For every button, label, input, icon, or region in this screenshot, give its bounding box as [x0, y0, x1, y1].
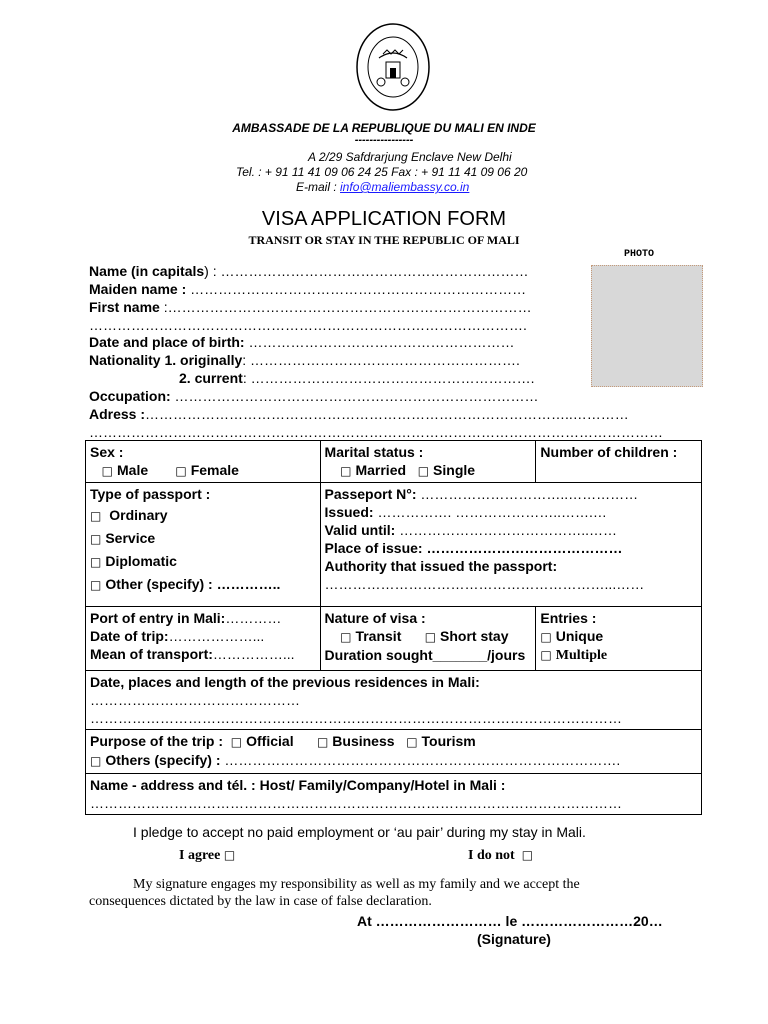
adress-dots: ………………………………………………………………………………..………… — [145, 406, 629, 422]
entry-cell — [86, 607, 321, 671]
place-of-issue-field[interactable]: Place of issue: …………………………………… — [324, 540, 623, 556]
maiden-label: Maiden name : — [89, 281, 187, 297]
official-checkbox[interactable]: □ — [230, 735, 243, 749]
diplomatic-checkbox[interactable]: □ — [90, 555, 102, 569]
married-label: Married — [355, 462, 407, 478]
host-label: Name - address and tél. : Host/ Family/Company/Hotel in Mali : — [90, 777, 506, 793]
adress-field[interactable] — [89, 406, 629, 422]
form-title: VISA APPLICATION FORM — [261, 208, 507, 230]
children-cell[interactable] — [536, 441, 702, 483]
pledge-statement: I pledge to accept no paid employment or ‘au pair’ during my stay in Mali. — [133, 824, 586, 840]
authority-dots[interactable]: ……………………………………………………...…… — [324, 576, 645, 592]
do-not-label: I do not — [468, 848, 515, 863]
signature-label: (Signature) — [477, 931, 551, 947]
table-row — [86, 774, 702, 815]
male-label: Male — [117, 462, 149, 478]
current-label: 2. current — [179, 370, 243, 386]
diplomatic-option — [90, 552, 316, 571]
short-stay-label: Short stay — [440, 628, 509, 644]
valid-until-dots: …………………………………..…… — [395, 522, 617, 538]
first-name-label: First name — [89, 299, 160, 315]
mali-seal-logo — [355, 22, 431, 112]
passport-number-label: Passeport N°: — [324, 486, 417, 502]
unique-label: Unique — [555, 628, 604, 644]
authority-label: Authority that issued the passport: — [324, 558, 558, 574]
host-dots: …………………………………………………………………………………………………… — [90, 795, 622, 811]
diplomatic-label: Diplomatic — [105, 553, 177, 569]
transit-checkbox[interactable]: □ — [340, 630, 352, 644]
application-table — [85, 440, 702, 815]
marital-options — [325, 461, 532, 480]
unique-checkbox[interactable]: □ — [540, 630, 552, 644]
table-row — [86, 441, 702, 483]
nationality-current-field[interactable] — [179, 370, 534, 386]
port-entry-label: Port of entry in Mali: — [90, 610, 226, 626]
purpose-cell — [86, 730, 702, 774]
passport-type-cell — [86, 483, 321, 607]
service-label: Service — [105, 530, 156, 546]
sex-label: Sex : — [90, 444, 124, 460]
occupation-field[interactable] — [89, 388, 539, 404]
single-label: Single — [433, 462, 476, 478]
name-dots: ) : ………………………………………………………… — [204, 263, 529, 279]
issued-label: Issued: — [324, 504, 374, 520]
header-separator: ---------------- — [354, 134, 414, 146]
passport-type-label: Type of passport : — [90, 486, 211, 502]
previous-residences-dots-2: …………………………………………………………………………………………………… — [90, 710, 622, 726]
nationality-original-field[interactable] — [89, 352, 520, 368]
date-trip-dots: ………………... — [168, 628, 265, 644]
previous-residences-dots-1: ……………………………………… — [90, 692, 300, 708]
transport-field[interactable] — [90, 645, 316, 663]
multiple-checkbox[interactable]: □ — [540, 648, 552, 662]
nationality-label: Nationality 1. originally — [89, 352, 243, 368]
entries-label: Entries : — [540, 610, 597, 626]
email-label: E-mail : — [296, 180, 341, 194]
do-not-option — [468, 848, 537, 864]
others-label: Others (specify) : — [105, 752, 221, 768]
official-label: Official — [246, 733, 294, 749]
female-label: Female — [190, 462, 239, 478]
name-label: Name (in capitals — [89, 263, 205, 279]
nature-visa-label: Nature of visa : — [324, 610, 426, 626]
agree-label: I agree — [179, 848, 221, 863]
female-checkbox[interactable]: □ — [175, 464, 187, 478]
first-name-line2[interactable]: …………………………………………………………………………………. — [89, 317, 527, 333]
transport-label: Mean of transport: — [90, 646, 213, 662]
short-stay-checkbox[interactable]: □ — [424, 630, 437, 644]
purpose-options — [90, 732, 697, 751]
table-row — [86, 607, 702, 671]
service-checkbox[interactable]: □ — [90, 532, 102, 546]
place-date-field[interactable]: At ……………………… le ……………………20… — [357, 913, 663, 929]
date-trip-label: Date of trip: — [90, 628, 169, 644]
service-option — [90, 529, 316, 548]
others-dots[interactable]: …………………………………………………………………………. — [220, 752, 621, 768]
valid-until-label: Valid until: — [324, 522, 396, 538]
children-label: Number of children : — [540, 444, 678, 460]
ordinary-label: Ordinary — [109, 507, 168, 523]
sex-options — [90, 461, 316, 480]
multiple-label: Multiple — [555, 648, 608, 663]
business-label: Business — [332, 733, 395, 749]
issued-field[interactable] — [325, 503, 697, 521]
embassy-email-line — [296, 180, 469, 194]
table-row — [86, 671, 702, 730]
embassy-address: A 2/29 Safdrarjung Enclave New Delhi — [308, 150, 512, 164]
photo-label: PHOTO — [624, 249, 655, 260]
embassy-name: AMBASSADE DE LA REPUBLIQUE DU MALI EN INDE — [232, 121, 536, 135]
current-dots: : ……………………………………………………. — [242, 370, 535, 386]
host-cell[interactable] — [86, 774, 702, 815]
purpose-label: Purpose of the trip : — [90, 733, 223, 749]
other-option — [90, 575, 316, 594]
multiple-option — [540, 646, 697, 665]
birth-label: Date and place of birth: — [89, 334, 245, 350]
occupation-label: Occupation: — [89, 388, 171, 404]
marital-label: Marital status : — [324, 444, 424, 460]
visa-nature-cell — [320, 607, 536, 671]
previous-residences-label: Date, places and length of the previous residences in Mali: — [90, 674, 480, 690]
agree-option — [179, 848, 239, 864]
maiden-name-field[interactable] — [89, 281, 526, 297]
ordinary-option — [90, 506, 316, 525]
others-checkbox[interactable]: □ — [90, 754, 102, 768]
table-row — [86, 483, 702, 607]
unique-option — [540, 627, 697, 646]
signature-statement-line1: My signature engages my responsibility as well as my family and we accept the — [133, 877, 580, 892]
adress-label: Adress : — [89, 406, 146, 422]
male-checkbox[interactable]: □ — [101, 464, 114, 478]
ordinary-checkbox[interactable]: □ — [90, 509, 102, 523]
passport-details-cell — [320, 483, 701, 607]
others-option — [90, 751, 697, 770]
business-checkbox[interactable]: □ — [316, 735, 329, 749]
date-trip-field[interactable] — [90, 627, 316, 645]
email-link[interactable]: info@maliembassy.co.in — [340, 180, 470, 194]
nationality-dots: : …………………………………………………. — [242, 352, 520, 368]
marital-cell — [320, 441, 536, 483]
first-name-field[interactable] — [89, 299, 532, 315]
duration-field[interactable]: Duration sought_______/jours — [324, 647, 526, 663]
form-subtitle: TRANSIT OR STAY IN THE REPUBLIC OF MALI — [248, 233, 520, 247]
single-checkbox[interactable]: □ — [417, 464, 430, 478]
embassy-phone-fax: Tel. : + 91 11 41 09 06 24 25 Fax : + 91 11 41 09 06 20 — [236, 165, 528, 179]
signature-statement-line2: consequences dictated by the law in case of false declaration. — [89, 894, 432, 909]
name-field[interactable] — [89, 263, 529, 279]
table-row — [86, 730, 702, 774]
transit-label: Transit — [355, 628, 402, 644]
visa-options — [325, 627, 532, 646]
photo-box[interactable] — [591, 265, 703, 387]
transport-dots: ……………... — [212, 646, 295, 662]
passport-number-dots: …………………………..…………… — [416, 486, 639, 502]
tourism-checkbox[interactable]: □ — [406, 735, 418, 749]
entries-cell — [536, 607, 702, 671]
first-name-dots: :…………………………………………………………………… — [159, 299, 532, 315]
birth-field[interactable] — [89, 334, 514, 350]
passport-number-field[interactable] — [325, 485, 697, 503]
occupation-dots: …………………………………………………………………… — [170, 388, 539, 404]
married-checkbox[interactable]: □ — [340, 464, 352, 478]
tourism-label: Tourism — [421, 733, 476, 749]
port-entry-dots: ………… — [225, 610, 282, 626]
birth-dots: ………………………………………………… — [244, 334, 515, 350]
maiden-dots: ……………………………………………………………… — [186, 281, 527, 297]
adress-line2[interactable]: …………………………………………………………………………………………………………… — [89, 424, 663, 440]
do-not-checkbox[interactable]: □ — [521, 848, 534, 862]
port-entry-field[interactable] — [90, 609, 316, 627]
other-checkbox[interactable]: □ — [90, 578, 102, 592]
previous-residences-cell[interactable] — [86, 671, 702, 730]
issued-dots: ……………. …………………..…….… — [373, 504, 607, 520]
other-label: Other (specify) : ………….. — [105, 576, 281, 592]
sex-cell — [86, 441, 321, 483]
valid-until-field[interactable] — [325, 521, 697, 539]
agree-checkbox[interactable]: □ — [223, 848, 236, 862]
